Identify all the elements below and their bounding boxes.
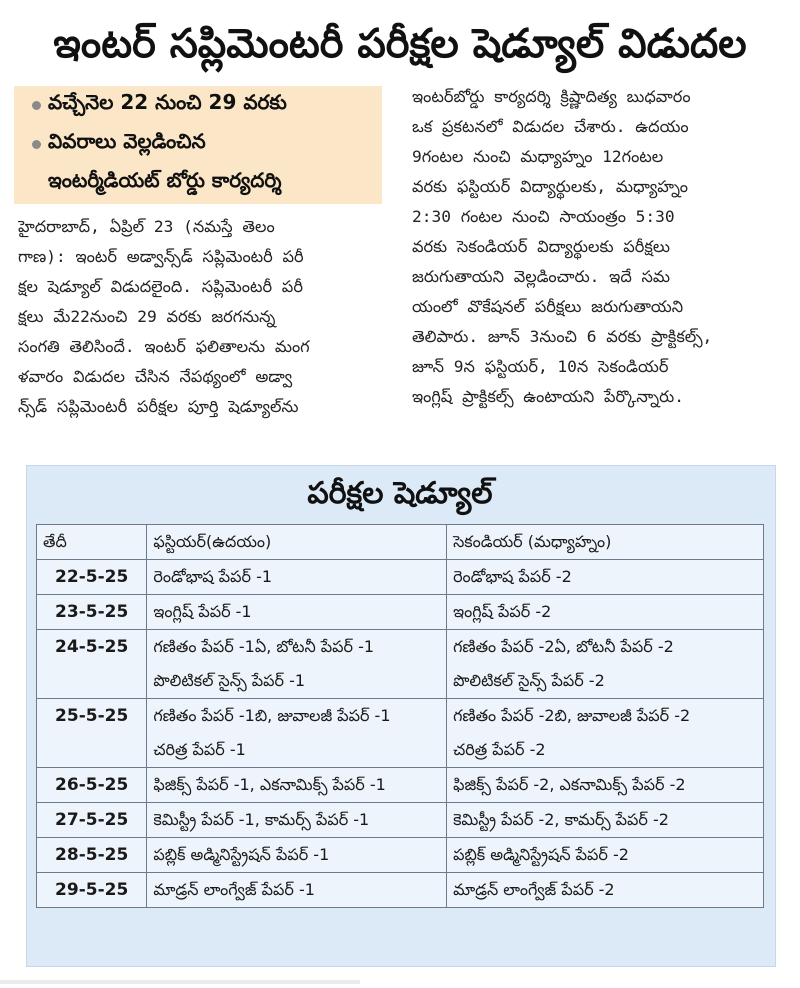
row-second-year: కెమిస్ట్రీ పేపర్ -2, కామర్స్ పేపర్ -2 xyxy=(447,803,764,838)
bullet-icon xyxy=(32,101,41,110)
table-row xyxy=(37,838,764,873)
row-second-year: ఇంగ్లిష్ పేపర్ -2 xyxy=(447,595,764,630)
article-line: వరకు సెకండియర్ విద్యార్థులకు పరీక్షలు xyxy=(412,237,670,256)
headline: ఇంటర్ సప్లిమెంటరీ పరీక్షల షెడ్యూల్ విడుదల xyxy=(53,21,747,67)
table-row xyxy=(37,699,764,768)
highlight-item: వచ్చేనెల 22 నుంచి 29 వరకు xyxy=(48,90,287,114)
table-row xyxy=(37,560,764,595)
table-row xyxy=(37,630,764,699)
article-line: ళవారం విడుదల చేసిన నేపథ్యంలో అడ్వా xyxy=(18,367,293,386)
table-row xyxy=(37,873,764,908)
row-date: 26-5-25 xyxy=(37,768,147,803)
cell-line: గణితం పేపర్ -2బి, జువాలజీ పేపర్ -2 xyxy=(453,706,691,725)
row-date: 24-5-25 xyxy=(37,630,147,699)
highlights-box xyxy=(14,86,382,204)
article-line: గాణ): ఇంటర్ అడ్వాన్స్‌డ్ సప్లిమెంటరీ పరీ xyxy=(18,247,304,266)
row-second-year xyxy=(447,630,764,699)
article-line: వరకు ఫస్టియర్ విద్యార్థులకు, మధ్యాహ్నం xyxy=(412,177,688,196)
article-line: జరుగుతాయని వెల్లడించారు. ఇదే సమ xyxy=(412,267,670,286)
row-first-year xyxy=(147,630,447,699)
table-row xyxy=(37,803,764,838)
article-right-column xyxy=(412,82,784,412)
article-line: 2:30 గంటల నుంచి సాయంత్రం 5:30 xyxy=(412,207,675,226)
cell-line: గణితం పేపర్ -2ఏ, బోటనీ పేపర్ -2 xyxy=(453,637,674,656)
article-line: క్షలు మే22నుంచి 29 వరకు జరగనున్న xyxy=(18,307,276,326)
row-date: 25-5-25 xyxy=(37,699,147,768)
cell-line: పొలిటికల్ సైన్స్ పేపర్ -2 xyxy=(453,671,605,690)
cell-line: పొలిటికల్ సైన్స్ పేపర్ -1 xyxy=(153,671,306,690)
schedule-title: పరీక్షల షెడ్యూల్ xyxy=(307,476,493,511)
table-row xyxy=(37,595,764,630)
row-date: 27-5-25 xyxy=(37,803,147,838)
row-first-year: ఇంగ్లిష్ పేపర్ -1 xyxy=(147,595,447,630)
row-second-year: మాడ్రన్ లాంగ్వేజ్ పేపర్ -2 xyxy=(447,873,764,908)
highlight-item: ఇంటర్మీడియట్ బోర్డు కార్యదర్శి xyxy=(48,168,282,192)
header-first-year: ఫస్టియర్(ఉదయం) xyxy=(147,525,447,560)
row-date: 29-5-25 xyxy=(37,873,147,908)
article-left-column xyxy=(18,212,380,422)
article-line: ఇంటర్‌బోర్డు కార్యదర్శి క్రిష్ణాదిత్య బుధవారం xyxy=(412,87,691,106)
schedule-table xyxy=(36,524,764,908)
cell-line: చరిత్ర పేపర్ -2 xyxy=(453,740,546,759)
article-line: 9గంటల నుంచి మధ్యాహ్నం 12గంటల xyxy=(412,147,664,166)
row-second-year xyxy=(447,699,764,768)
row-date: 23-5-25 xyxy=(37,595,147,630)
row-first-year: రెండోభాష పేపర్ -1 xyxy=(147,560,447,595)
cell-line: గణితం పేపర్ -1బి, జువాలజీ పేపర్ -1 xyxy=(153,706,391,725)
row-first-year xyxy=(147,699,447,768)
row-date: 28-5-25 xyxy=(37,838,147,873)
header-second-year: సెకండియర్ (మధ్యాహ్నం) xyxy=(447,525,764,560)
row-first-year: ఫిజిక్స్ పేపర్ -1, ఎకనామిక్స్ పేపర్ -1 xyxy=(147,768,447,803)
article-line: తెలిపారు. జూన్ 3నుంచి 6 వరకు ప్రాక్టికల్స్, xyxy=(412,327,713,346)
row-second-year: రెండోభాష పేపర్ -2 xyxy=(447,560,764,595)
highlight-item: వివరాలు వెల్లడించిన xyxy=(48,129,206,153)
cell-line: గణితం పేపర్ -1ఏ, బోటనీ పేపర్ -1 xyxy=(153,637,375,656)
row-first-year: మాడ్రన్ లాంగ్వేజ్ పేపర్ -1 xyxy=(147,873,447,908)
article-line: క్షల షెడ్యూల్ విడుదలైంది. సప్లిమెంటరీ పరీ xyxy=(18,277,303,296)
article-line: సంగతి తెలిసిందే. ఇంటర్ ఫలితాలను మంగ xyxy=(18,337,310,356)
table-header-row xyxy=(37,525,764,560)
row-first-year: కెమిస్ట్రీ పేపర్ -1, కామర్స్ పేపర్ -1 xyxy=(147,803,447,838)
bullet-icon xyxy=(32,140,41,149)
article-line: న్స్‌డ్ సప్లిమెంటరీ పరీక్షల పూర్తి షెడ్యూల్‌ను xyxy=(18,397,299,416)
row-second-year: ఫిజిక్స్ పేపర్ -2, ఎకనామిక్స్ పేపర్ -2 xyxy=(447,768,764,803)
article-line: యంలో వొకేషనల్ పరీక్షలు జరుగుతాయని xyxy=(412,297,684,316)
divider xyxy=(0,980,360,984)
row-second-year: పబ్లిక్ అడ్మినిస్ట్రేషన్ పేపర్ -2 xyxy=(447,838,764,873)
row-first-year: పబ్లిక్ అడ్మినిస్ట్రేషన్ పేపర్ -1 xyxy=(147,838,447,873)
article-line: ఒక ప్రకటనలో విడుదల చేశారు. ఉదయం xyxy=(412,117,689,136)
cell-line: చరిత్ర పేపర్ -1 xyxy=(153,740,246,759)
table-row xyxy=(37,768,764,803)
article-line: జూన్ 9న ఫస్టియర్, 10న సెకండియర్ xyxy=(412,357,669,376)
row-date: 22-5-25 xyxy=(37,560,147,595)
article-line: హైదరాబాద్, ఏప్రిల్ 23 (నమస్తే తెలం xyxy=(18,217,275,236)
header-date: తేదీ xyxy=(37,525,147,560)
article-line: ఇంగ్లిష్ ప్రాక్టికల్స్ ఉంటాయని పేర్కొన్నారు. xyxy=(412,387,685,406)
